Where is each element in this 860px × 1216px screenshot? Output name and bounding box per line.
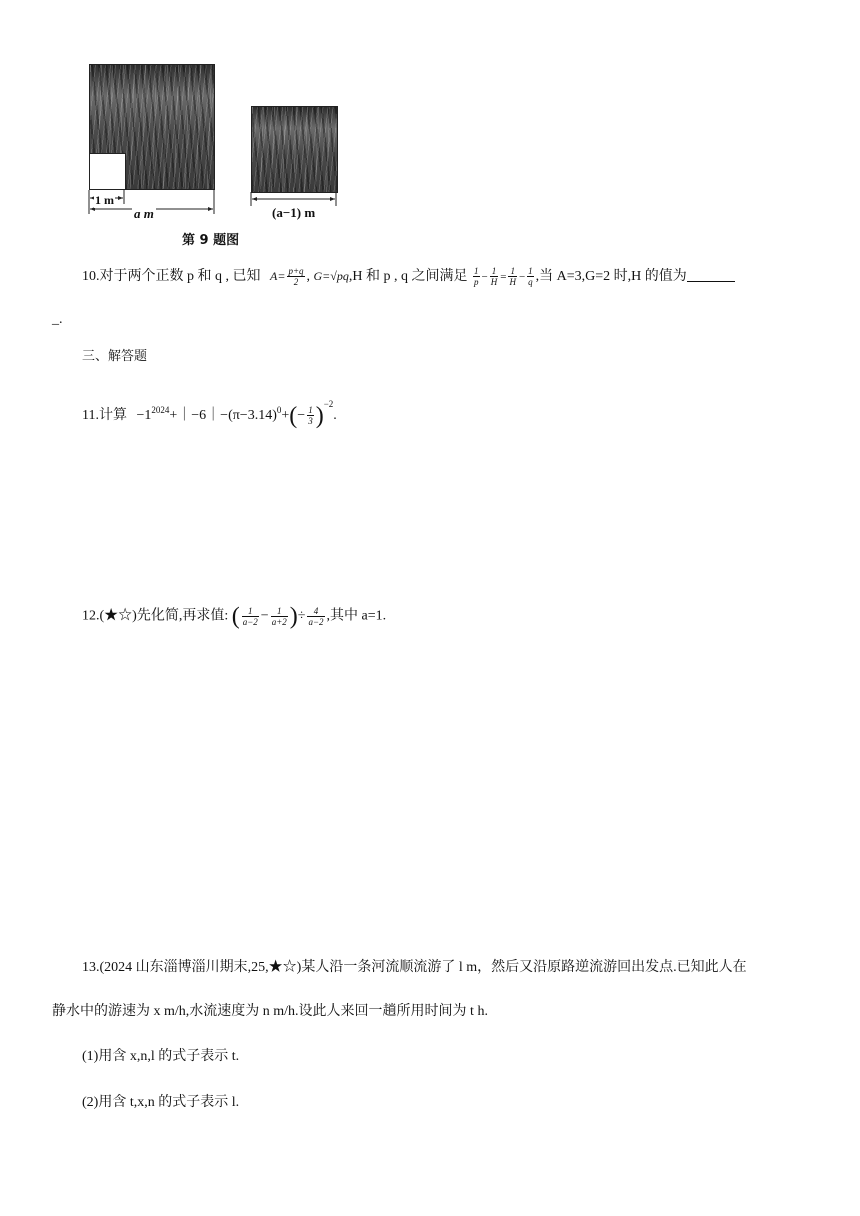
- problem-13-part-2: (2)用含 t,x,n 的式子表示 l.: [82, 1095, 240, 1110]
- small-field-photo: [251, 106, 338, 193]
- problem-13-part-1: (1)用含 x,n,l 的式子表示 t.: [82, 1049, 240, 1064]
- q10-comma: ,: [306, 269, 311, 284]
- q11-exp-1: 2024: [151, 405, 170, 415]
- q12-frac-2: $\frac{1}{a+2}$: [271, 606, 287, 627]
- problem-13-line-2: 静水中的游速为 x m/h,水流速度为 n m/h.设此人来回一趟所用时间为 t h.: [52, 1004, 488, 1019]
- q10-suffix: ,当 A=3,G=2 时,H 的值为: [535, 269, 687, 284]
- q11-left-paren: (: [289, 403, 298, 429]
- dim-label-a-minus-1: (a−1) m: [272, 205, 316, 220]
- q12-prefix: 12.(★☆)先化简,再求值:: [82, 608, 229, 624]
- q10-minus: −: [481, 271, 488, 283]
- q10-minus-2: −: [518, 271, 526, 283]
- q12-div: ÷: [297, 608, 306, 624]
- dim-label-1m: 1 m: [95, 193, 114, 207]
- q12-left-paren: (: [231, 603, 240, 630]
- q10-blank-tail: _.: [52, 312, 63, 327]
- q10-A-fraction: $\frac{p+q}{2}$: [288, 266, 304, 288]
- problem-12: [82, 603, 387, 630]
- problem-11: [82, 394, 337, 429]
- q10-answer-blank[interactable]: [687, 267, 735, 282]
- q12-right-paren: ): [289, 603, 298, 630]
- q12-suffix: ,其中 a=1.: [326, 608, 387, 624]
- q10-G-expr: G=√pq: [313, 269, 349, 283]
- q10-A-lhs: A=: [270, 269, 286, 283]
- q12-frac-3: $\frac{4}{a-2}$: [308, 606, 324, 627]
- q11-exp-2: 0: [276, 405, 282, 415]
- q11-expr-2: +｜−6｜−(π−3.14): [169, 408, 277, 423]
- q11-prefix: 11.计算: [82, 408, 127, 423]
- figure-caption: 第 9 题图: [182, 233, 240, 248]
- q11-neg: −: [297, 408, 306, 423]
- q11-expr-3: +: [281, 408, 290, 423]
- q10-mid: ,H 和 p , q 之间满足: [348, 269, 468, 284]
- q11-exp-3: −2: [323, 399, 334, 409]
- q10-equals: =: [500, 271, 507, 283]
- problem-13-line-1: 13.(2024 山东淄博淄川期末,25,★☆)某人沿一条河流顺流游了 l m，然后又沿原路逆流游回出发点.已知此人在: [82, 960, 747, 975]
- q10-frac-1-H-b: $\frac{1}{H}$: [509, 266, 516, 288]
- section-title: 三、解答题: [82, 349, 148, 364]
- q11-inner-fraction: $\frac{1}{3}$: [308, 405, 313, 427]
- q12-minus: −: [260, 608, 269, 624]
- q12-frac-1: $\frac{1}{a-2}$: [242, 606, 258, 627]
- problem-10: [82, 266, 735, 287]
- q10-frac-1-p: $\frac{1}{p}$: [474, 266, 479, 288]
- q10-frac-1-H-a: $\frac{1}{H}$: [490, 266, 498, 288]
- q10-prefix: 10.对于两个正数 p 和 q , 已知: [82, 269, 261, 284]
- dim-label-a: a m: [134, 206, 154, 221]
- q11-end: .: [333, 408, 337, 423]
- q11-right-paren: ): [315, 403, 324, 429]
- q11-expr-1: −1: [136, 408, 152, 423]
- cutout-square: [89, 153, 126, 190]
- q10-frac-1-q: $\frac{1}{q}$: [528, 266, 533, 288]
